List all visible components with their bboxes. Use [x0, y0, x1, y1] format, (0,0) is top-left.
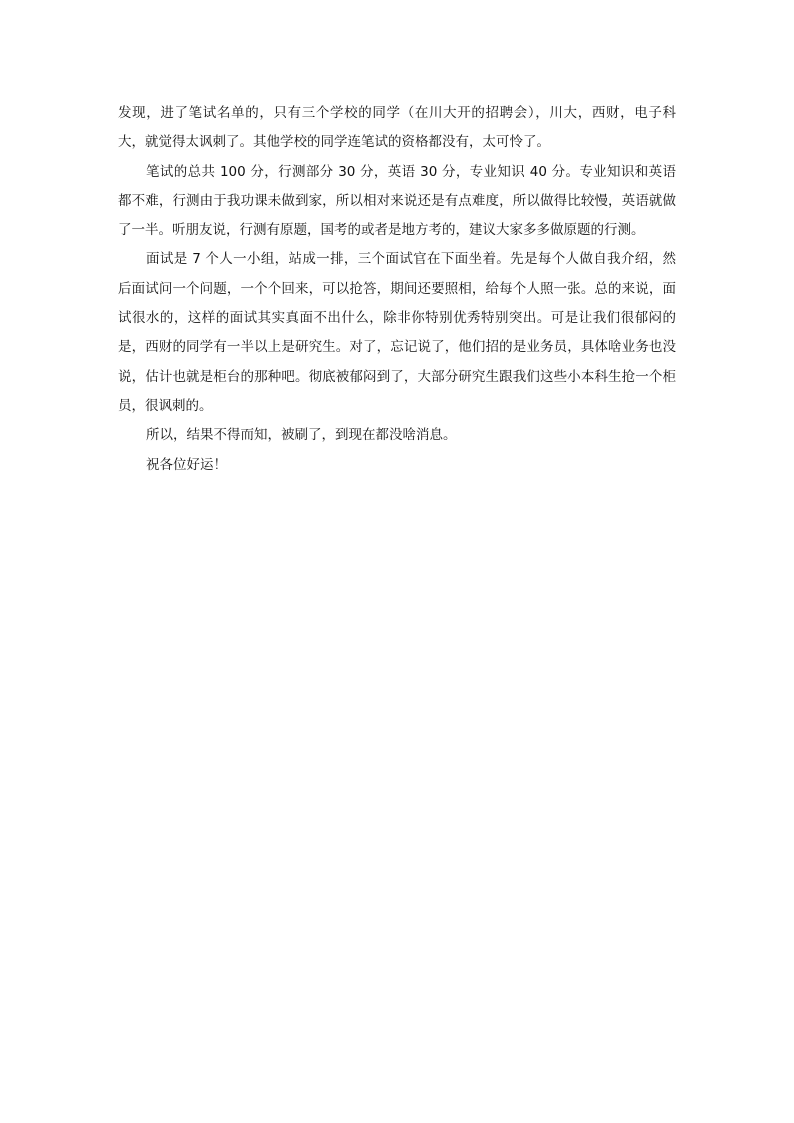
paragraph-3: 面试是 7 个人一小组，站成一排，三个面试官在下面坐着。先是每个人做自我介绍，然后面试问一个问题，一个个回来，可以抢答，期间还要照相，给每个人照一张。总的来说，面试很水的，这样的面试其实真面不出什么，除非你特别优秀特别突出。可是让我们很郁闷的是，西财的同学有一半以上是研究生。对了，忘记说了，他们招的是业务员，具体啥业务也没说，估计也就是柜台的那种吧。彻底被郁闷到了，大部分研究生跟我们这些小本科生抢一个柜员，很讽刺的。	[118, 251, 676, 414]
paragraph-1: 发现，进了笔试名单的，只有三个学校的同学（在川大开的招聘会），川大，西财，电子科大，就觉得太讽刺了。其他学校的同学连笔试的资格都没有，太可怜了。	[118, 105, 676, 151]
paragraph-5: 祝各位好运！	[146, 456, 227, 473]
paragraph-2: 笔试的总共 100 分，行测部分 30 分，英语 30 分，专业知识 40 分。专业知识和英语都不难，行测由于我功课未做到家，所以相对来说还是有点难度，所以做得比较慢，英语就做了一半。听朋友说，行测有原题，国考的或者是地方考的，建议大家多多做原题的行测。	[118, 163, 676, 239]
document-body	[118, 99, 676, 480]
paragraph-4: 所以，结果不得而知，被刷了，到现在都没啥消息。	[146, 427, 457, 444]
